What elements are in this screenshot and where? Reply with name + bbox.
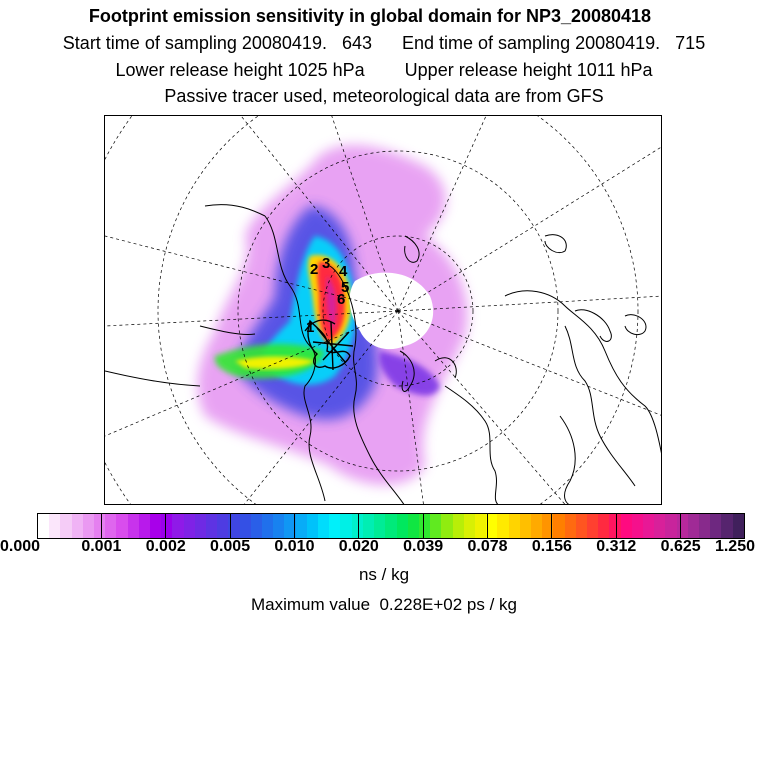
color-scale-segment [352,514,363,538]
color-scale-segment [643,514,654,538]
color-scale-segment [329,514,340,538]
color-scale-tick [487,513,488,539]
sampling-time-line: Start time of sampling 20080419. 643 End time of sampling 20080419. 715 [62,33,706,53]
color-scale-segment [206,514,217,538]
color-scale-label: 0.156 [531,538,572,555]
color-scale-segment [710,514,721,538]
color-scale-segment [38,514,49,538]
color-scale-segment [72,514,83,538]
color-scale-tick [101,513,102,539]
color-scale-segment [307,514,318,538]
color-scale-segment [520,514,531,538]
color-scale-label: 0.078 [467,538,508,555]
color-scale-segment [116,514,127,538]
color-scale-segment [408,514,419,538]
color-scale-segment [688,514,699,538]
tracer-info-line: Passive tracer used, meteorological data are from GFS [164,86,604,106]
color-scale-tick [423,513,424,539]
color-scale-segment [441,514,452,538]
color-scale-segment [475,514,486,538]
color-scale-label: 0.020 [338,538,379,555]
release-height-line: Lower release height 1025 hPa Upper release height 1011 hPa [115,60,653,80]
color-scale-segment [60,514,71,538]
color-scale-tick [680,513,681,539]
color-scale-segment [296,514,307,538]
color-scale-segment [318,514,329,538]
color-scale-segment [83,514,94,538]
color-scale-segment [453,514,464,538]
color-scale-segment [621,514,632,538]
color-scale-segment [677,514,688,538]
trajectory-label-6: 6 [337,291,346,308]
color-scale-segment [150,514,161,538]
color-scale-segment [430,514,441,538]
color-scale-label: 0.005 [210,538,251,555]
color-scale-segment [161,514,172,538]
color-scale-label: 0.000 [0,538,41,555]
color-scale-segment [733,514,744,538]
color-scale-segment [251,514,262,538]
color-scale-segment [721,514,732,538]
color-scale-segment [49,514,60,538]
color-scale-segment [665,514,676,538]
trajectory-label-4: 4 [339,263,348,280]
color-scale-segment [94,514,105,538]
trajectory-label-3: 3 [322,255,331,272]
color-scale-segment [374,514,385,538]
color-scale-segment [632,514,643,538]
footprint-map [104,115,662,505]
color-scale-segment [576,514,587,538]
color-scale-tick [616,513,617,539]
color-scale-segment [273,514,284,538]
color-scale-segment [195,514,206,538]
map-canvas [105,116,662,505]
trajectory-label-5: 5 [341,279,350,296]
color-scale-segment [172,514,183,538]
color-scale-tick [551,513,552,539]
color-scale-segment [105,514,116,538]
color-scale-segment [553,514,564,538]
figure-title: Footprint emission sensitivity in global domain for NP3_20080418 [88,6,652,26]
color-scale-segment [464,514,475,538]
color-scale-segment [240,514,251,538]
color-scale-label: 0.001 [81,538,122,555]
color-scale-segment [363,514,374,538]
color-scale-label: 0.312 [596,538,637,555]
trajectory-label-2: 2 [310,261,319,278]
color-scale-segment [217,514,228,538]
color-scale-segment [699,514,710,538]
color-scale-segment [397,514,408,538]
color-scale-label: 0.625 [660,538,701,555]
color-scale-label: 1.250 [714,538,756,555]
color-scale-tick [294,513,295,539]
color-scale-segment [509,514,520,538]
color-scale-tick [358,513,359,539]
color-scale-label: 0.039 [403,538,444,555]
color-scale-segment [654,514,665,538]
color-scale-segment [598,514,609,538]
color-scale-label: 0.002 [145,538,186,555]
color-scale-segment [139,514,150,538]
color-scale-tick [230,513,231,539]
color-scale-segment [531,514,542,538]
color-scale-segment [128,514,139,538]
color-scale-segment [419,514,430,538]
color-scale-segment [385,514,396,538]
color-scale-segment [184,514,195,538]
unit-label: ns / kg [358,565,410,584]
color-scale-segment [340,514,351,538]
color-scale-tick [165,513,166,539]
color-scale-label: 0.010 [274,538,315,555]
color-scale-segment [497,514,508,538]
color-scale-bar [37,513,745,539]
maximum-value-label: Maximum value 0.228E+02 ps / kg [251,595,517,614]
trajectory-label-1: 1 [306,319,315,336]
color-scale-segment [587,514,598,538]
color-scale-segment [565,514,576,538]
color-scale-segment [262,514,273,538]
